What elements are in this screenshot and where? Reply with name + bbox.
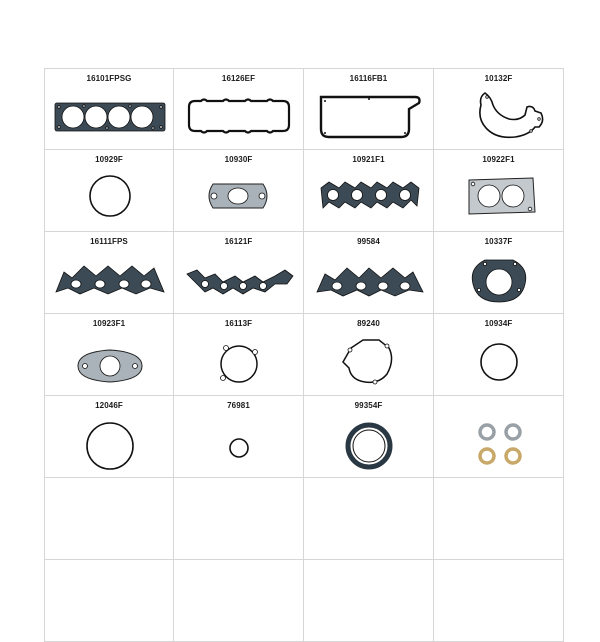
part-cell[interactable]: [174, 232, 304, 314]
empty-cell: [44, 478, 174, 560]
part-code: 99354F: [354, 401, 383, 410]
small-o-ring-icon: [179, 412, 299, 474]
valve-cover-gasket-icon: [179, 85, 299, 147]
part-cell[interactable]: [434, 150, 564, 232]
part-code: 12046F: [95, 401, 123, 410]
exhaust-flange-gasket-icon: [439, 166, 559, 228]
part-cell[interactable]: [44, 68, 174, 150]
part-cell[interactable]: [434, 68, 564, 150]
empty-cell: [434, 478, 564, 560]
part-code: 89240: [357, 319, 380, 328]
part-code: 16101FPSG: [86, 74, 132, 83]
part-cell[interactable]: [44, 396, 174, 478]
part-cell[interactable]: [434, 314, 564, 396]
exhaust-manifold-gasket-icon: [309, 166, 429, 228]
intake-manifold-gasket-icon: [50, 248, 170, 310]
egr-gasket-icon: [179, 166, 299, 228]
part-cell[interactable]: [304, 68, 434, 150]
part-cell[interactable]: [44, 314, 174, 396]
part-cell[interactable]: [304, 150, 434, 232]
intake-manifold-gasket-icon: [179, 248, 299, 310]
part-code: 10934F: [484, 319, 513, 328]
part-cell[interactable]: [44, 150, 174, 232]
empty-cell: [434, 560, 564, 642]
part-code: 99584: [357, 237, 380, 246]
round-flange-gasket-icon: [439, 248, 559, 310]
parts-grid: [44, 68, 565, 600]
intake-manifold-gasket-icon: [309, 248, 429, 310]
cylinder-head-gasket-icon: [50, 85, 170, 147]
o-ring-icon: [439, 330, 559, 392]
part-code: 10921F1: [352, 155, 385, 164]
part-cell[interactable]: [174, 396, 304, 478]
water-pump-gasket-icon: [309, 330, 429, 392]
part-code: 16111FPS: [90, 237, 128, 246]
part-code: 10923F1: [92, 319, 126, 328]
part-code: 10922F1: [482, 155, 515, 164]
timing-cover-gasket-icon: [439, 85, 559, 147]
part-code: 16113F: [224, 319, 253, 328]
part-code: 16116FB1: [349, 74, 388, 83]
part-code: 10929F: [95, 155, 123, 164]
oil-pan-gasket-icon: [309, 85, 429, 147]
part-cell[interactable]: [304, 314, 434, 396]
part-code: 16126EF: [221, 74, 256, 83]
part-code: 76981: [227, 401, 250, 410]
empty-cell: [304, 560, 434, 642]
water-pump-gasket-icon: [179, 330, 299, 392]
part-cell[interactable]: [434, 396, 564, 478]
oil-seal-icon: [309, 412, 429, 474]
part-code: 10132F: [484, 74, 513, 83]
empty-cell: [304, 478, 434, 560]
o-ring-icon: [50, 166, 170, 228]
sealing-washer-set-icon: [439, 412, 559, 474]
part-cell[interactable]: [174, 150, 304, 232]
empty-cell: [174, 560, 304, 642]
empty-cell: [174, 478, 304, 560]
part-code: 16121F: [224, 237, 253, 246]
oval-flange-gasket-icon: [50, 330, 170, 392]
part-cell[interactable]: [174, 314, 304, 396]
part-code: 10930F: [224, 155, 253, 164]
empty-cell: [44, 560, 174, 642]
part-cell[interactable]: [304, 232, 434, 314]
part-cell[interactable]: [434, 232, 564, 314]
part-cell[interactable]: [304, 396, 434, 478]
part-cell[interactable]: [44, 232, 174, 314]
part-code: 10337F: [484, 237, 513, 246]
o-ring-icon: [50, 412, 170, 474]
part-cell[interactable]: [174, 68, 304, 150]
